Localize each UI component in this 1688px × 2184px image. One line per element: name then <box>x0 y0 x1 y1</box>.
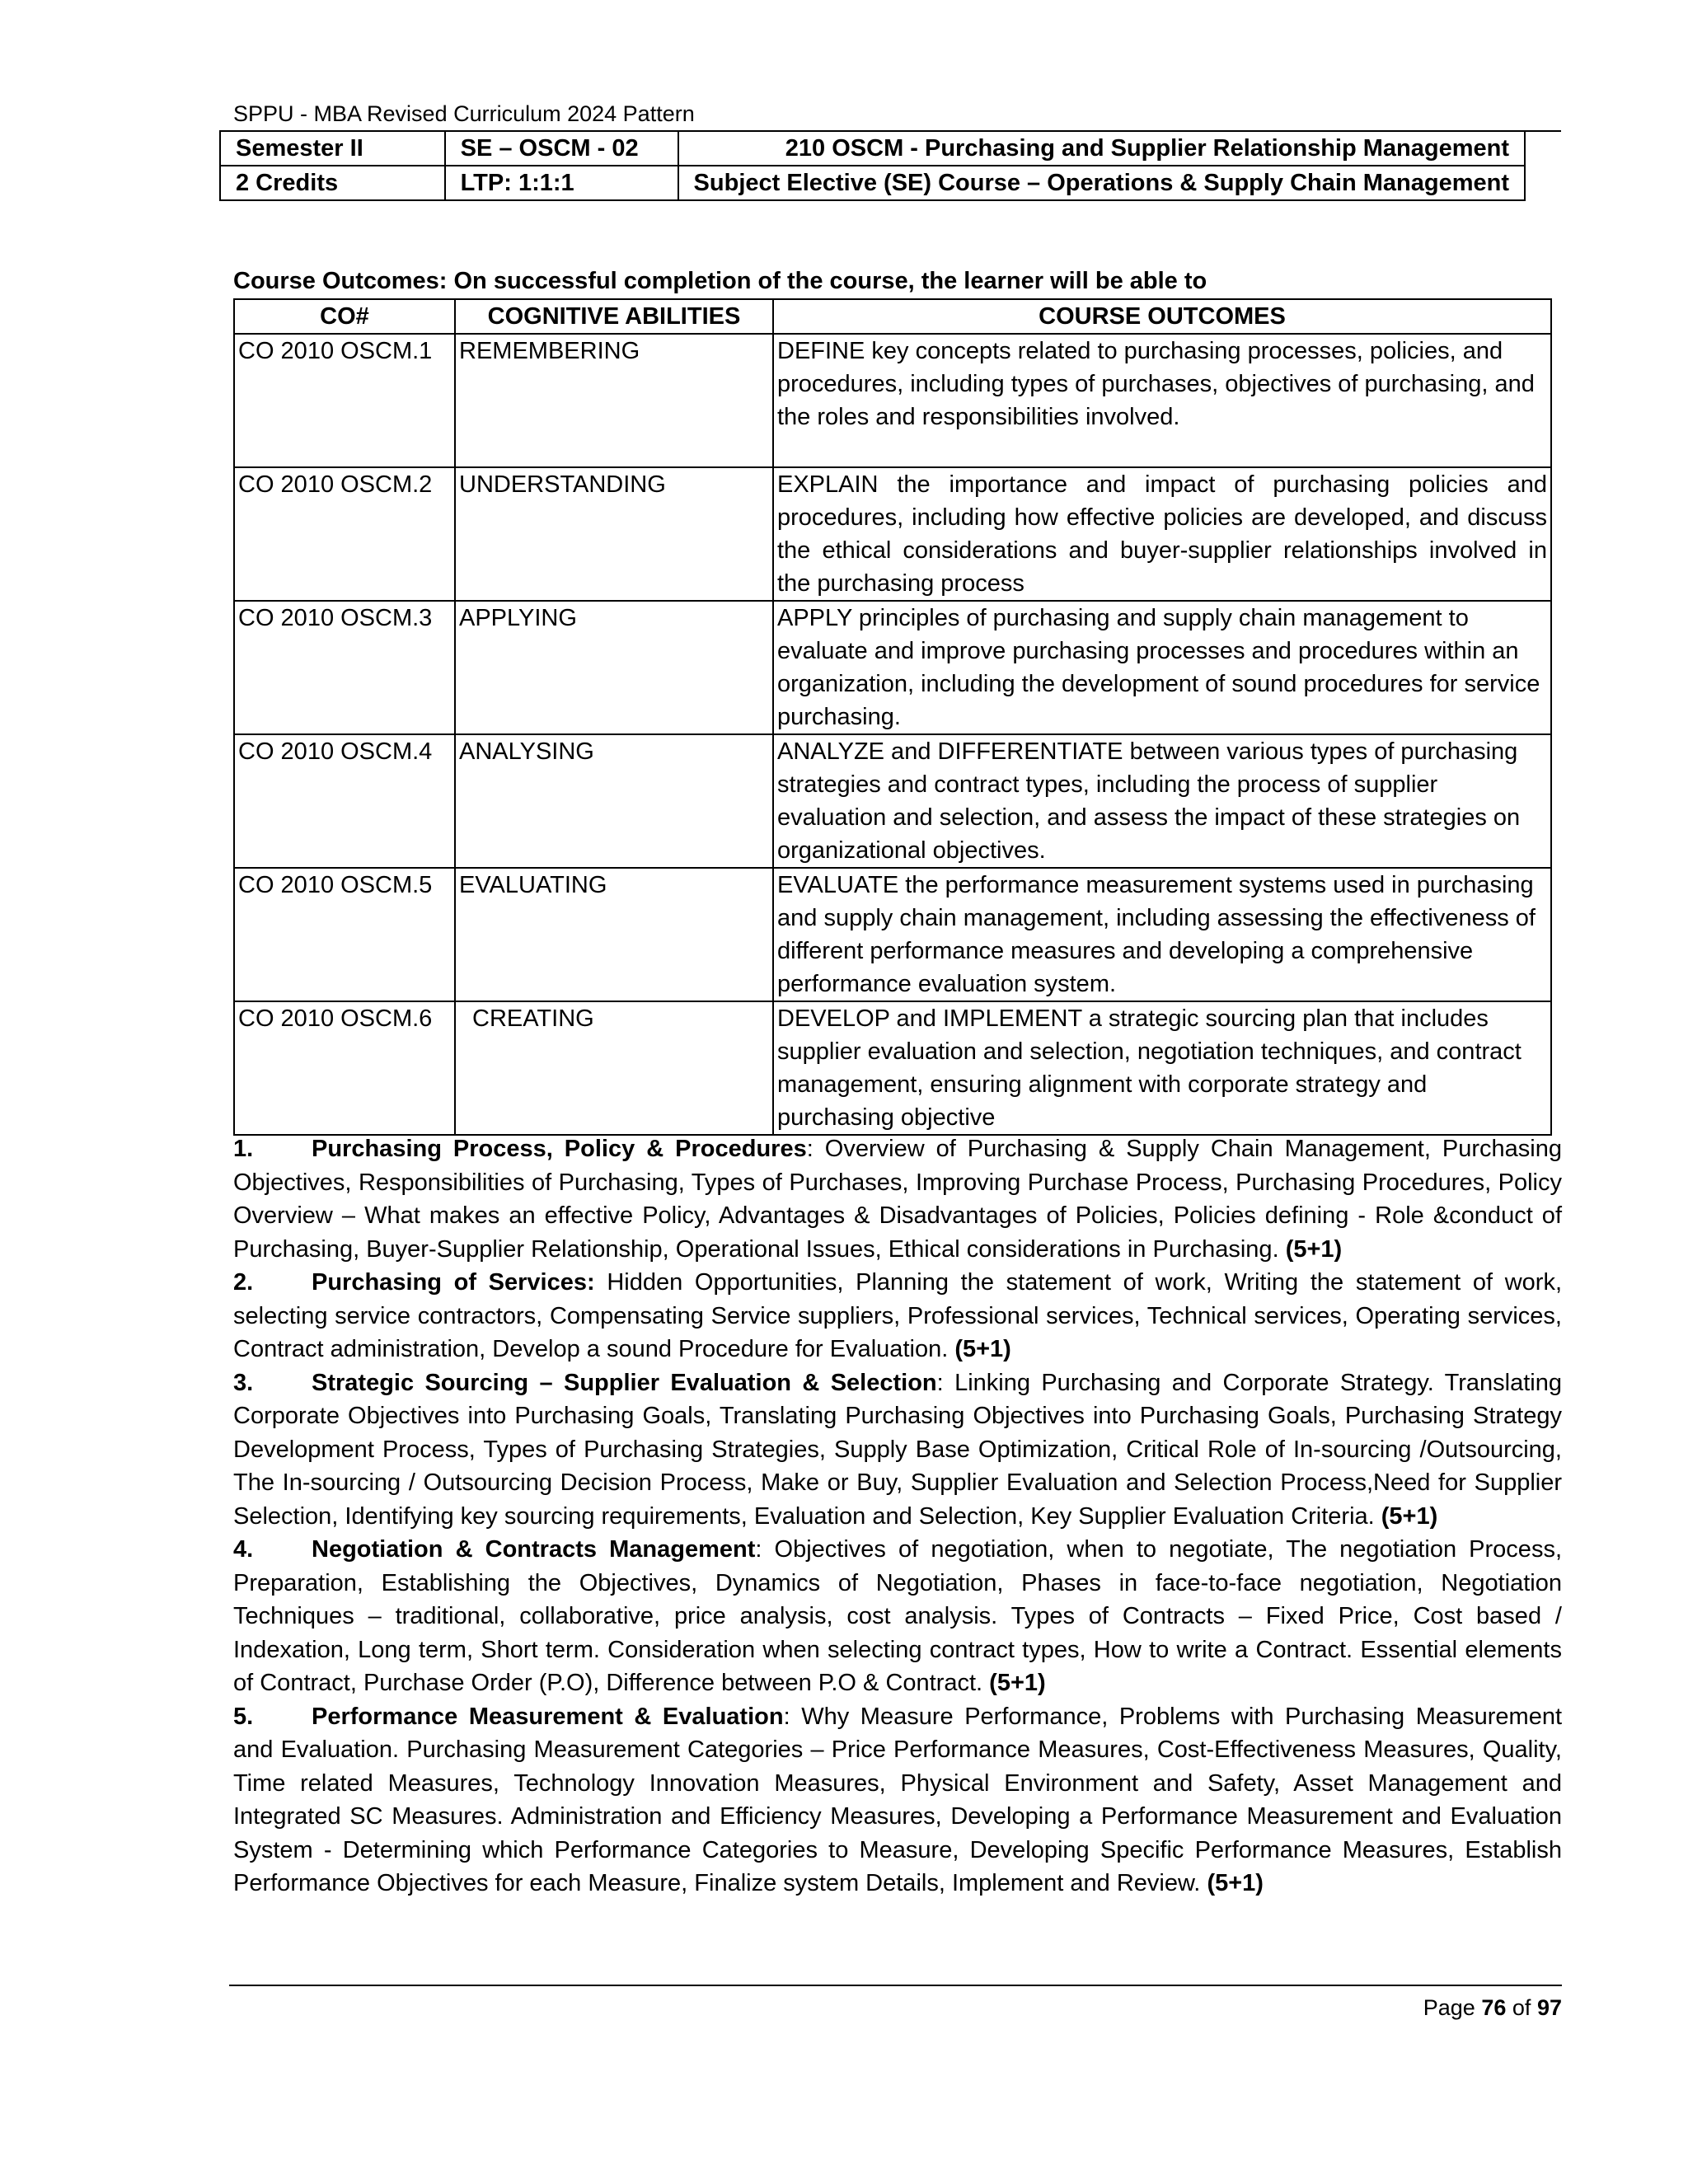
header-cognitive: COGNITIVE ABILITIES <box>455 299 773 334</box>
unit-hours: (5+1) <box>954 1336 1011 1362</box>
unit-hours: (5+1) <box>989 1670 1046 1696</box>
unit-title: Purchasing Process, Policy & Procedures <box>312 1136 807 1162</box>
unit-title: Performance Measurement & Evaluation <box>312 1703 784 1730</box>
course-outcome: DEVELOP and IMPLEMENT a strategic sourcing plan that includes supplier evaluation and selection, negotiation techniques, and contract management, ensuring alignment with corporate strategy and purchasing objective <box>773 1001 1551 1135</box>
ltp-cell: LTP: 1:1:1 <box>445 166 678 200</box>
unit-paragraph <box>233 1533 1562 1700</box>
unit-title: Strategic Sourcing – Supplier Evaluation & Selection <box>312 1369 937 1396</box>
co-id: CO 2010 OSCM.4 <box>234 734 455 868</box>
page-current: 76 <box>1481 1995 1507 2020</box>
page-number <box>1423 1993 1562 2022</box>
unit-title: Negotiation & Contracts Management <box>312 1536 756 1563</box>
unit-title: Purchasing of Services: <box>312 1269 595 1296</box>
co-id: CO 2010 OSCM.5 <box>234 868 455 1001</box>
unit-body: Overview of Purchasing & Supply Chain Management, Purchasing Objectives, Responsibilities of Purchasing, Types of Purchases, Improving Purchase Process, Purchasing Procedures, Policy Overview – What makes an effective Policy, Advantages & Disadvantages of Policies, Policies defining - Role &conduct of Purchasing, Buyer-Supplier Relationship, Operational Issues, Ethical considerations in Purchasing. <box>233 1136 1562 1263</box>
unit-hours: (5+1) <box>1207 1870 1264 1896</box>
table-row <box>234 601 1551 734</box>
course-outcomes-table <box>233 298 1552 1136</box>
unit-number: 3. <box>233 1369 254 1396</box>
unit-number: 1. <box>233 1136 254 1162</box>
table-row <box>234 467 1551 601</box>
course-meta-table <box>219 130 1526 201</box>
credits-cell: 2 Credits <box>220 166 445 200</box>
unit-paragraph <box>233 1700 1562 1900</box>
cognitive-ability: REMEMBERING <box>455 334 773 467</box>
page-of: of <box>1512 1995 1531 2020</box>
unit-separator: : <box>806 1136 825 1162</box>
unit-separator <box>595 1269 607 1296</box>
unit-paragraph <box>233 1366 1562 1534</box>
unit-hours: (5+1) <box>1285 1235 1343 1263</box>
unit-body: Hidden Opportunities, Planning the statement of work, Writing the statement of work, selecting service contractors, Compensating Service suppliers, Professional services, Technical services, Operating services, Contract administration, Develop a sound Procedure for Evaluation. <box>233 1269 1563 1362</box>
cognitive-ability: APPLYING <box>455 601 773 734</box>
co-id: CO 2010 OSCM.1 <box>234 334 455 467</box>
course-outcome: EVALUATE the performance measurement systems used in purchasing and supply chain management, including assessing the effectiveness of different performance measures and developing a comprehensive performance evaluation system. <box>773 868 1551 1001</box>
course-outcome: APPLY principles of purchasing and supply chain management to evaluate and improve purchasing processes and procedures within an organization, including the development of sound procedures for service purchasing. <box>773 601 1551 734</box>
unit-body: Why Measure Performance, Problems with Purchasing Measurement and Evaluation. Purchasing Measurement Categories – Price Performance Measures, Cost-Effectiveness Measures, Quality, Time related Measures, Technology Innovation Measures, Physical Environment and Safety, Asset Management and Integrated SC Measures. Administration and Efficiency Measures, Developing a Performance Measurement and Evaluation System - Determining which Performance Categories to Measure, Developing Specific Performance Measures, Establish Performance Objectives for each Measure, Finalize system Details, Implement and Review. <box>233 1703 1563 1896</box>
co-id: CO 2010 OSCM.3 <box>234 601 455 734</box>
co-id: CO 2010 OSCM.2 <box>234 467 455 601</box>
cognitive-ability: ANALYSING <box>455 734 773 868</box>
course-code-cell: SE – OSCM - 02 <box>445 131 678 166</box>
table-rule-stub <box>1526 130 1561 132</box>
table-row <box>234 734 1551 868</box>
unit-separator: : <box>936 1369 955 1396</box>
unit-paragraph <box>233 1266 1562 1366</box>
course-title-cell: 210 OSCM - Purchasing and Supplier Relationship Management <box>678 131 1525 166</box>
page-total: 97 <box>1536 1995 1562 2020</box>
cognitive-ability: UNDERSTANDING <box>455 467 773 601</box>
semester-cell: Semester II <box>220 131 445 166</box>
unit-number: 5. <box>233 1703 254 1730</box>
unit-separator: : <box>755 1536 775 1563</box>
header-co: CO# <box>234 299 455 334</box>
unit-separator: : <box>783 1703 802 1730</box>
running-header: SPPU - MBA Revised Curriculum 2024 Pattern <box>233 101 695 126</box>
course-outcomes-intro: Course Outcomes: On successful completion of the course, the learner will be able to <box>233 268 1207 294</box>
course-outcome: EXPLAIN the importance and impact of purchasing policies and procedures, including how effective policies are developed, and discuss the ethical considerations and buyer-supplier relationships involved in the purchasing process <box>773 467 1551 601</box>
unit-hours: (5+1) <box>1381 1502 1438 1530</box>
course-type-cell: Subject Elective (SE) Course – Operations & Supply Chain Management <box>678 166 1525 200</box>
unit-paragraph <box>233 1132 1562 1266</box>
course-outcome: DEFINE key concepts related to purchasing processes, policies, and procedures, including types of purchases, objectives of purchasing, and the roles and responsibilities involved. <box>773 334 1551 467</box>
course-meta-row <box>220 166 1525 200</box>
co-id: CO 2010 OSCM.6 <box>234 1001 455 1135</box>
course-outcome: ANALYZE and DIFFERENTIATE between various types of purchasing strategies and contract types, including the process of supplier evaluation and selection, and assess the impact of these strategies on organizational objectives. <box>773 734 1551 868</box>
cognitive-ability: EVALUATING <box>455 868 773 1001</box>
table-row <box>234 868 1551 1001</box>
table-row <box>234 1001 1551 1135</box>
unit-body: Linking Purchasing and Corporate Strategy. Translating Corporate Objectives into Purchasing Goals, Translating Purchasing Objectives into Purchasing Goals, Purchasing Strategy Development Process, Types of Purchasing Strategies, Supply Base Optimization, Critical Role of In-sourcing /Outsourcing, The In-sourcing / Outsourcing Decision Process, Make or Buy, Supplier Evaluation and Selection Process,Need for Supplier Selection, Identifying key sourcing requirements, Evaluation and Selection, Key Supplier Evaluation Criteria. <box>233 1369 1563 1530</box>
table-row <box>234 334 1551 467</box>
page-label: Page <box>1423 1995 1475 2020</box>
unit-body: Objectives of negotiation, when to negotiate, The negotiation Process, Preparation, Establishing the Objectives, Dynamics of Negotiation, Phases in face-to-face negotiation, Negotiation Techniques – traditional, collaborative, price analysis, cost analysis. Types of Contracts – Fixed Price, Cost based / Indexation, Long term, Short term. Consideration when selecting contract types, How to write a Contract. Essential elements of Contract, Purchase Order (P.O), Difference between P.O & Contract. <box>233 1536 1562 1696</box>
footer-rule <box>229 1985 1562 1986</box>
course-meta-row <box>220 131 1525 166</box>
syllabus-units <box>233 1132 1562 1900</box>
outcomes-header-row <box>234 299 1551 334</box>
unit-number: 2. <box>233 1269 254 1296</box>
cognitive-ability: CREATING <box>455 1001 773 1135</box>
unit-number: 4. <box>233 1536 254 1563</box>
header-outcomes: COURSE OUTCOMES <box>773 299 1551 334</box>
